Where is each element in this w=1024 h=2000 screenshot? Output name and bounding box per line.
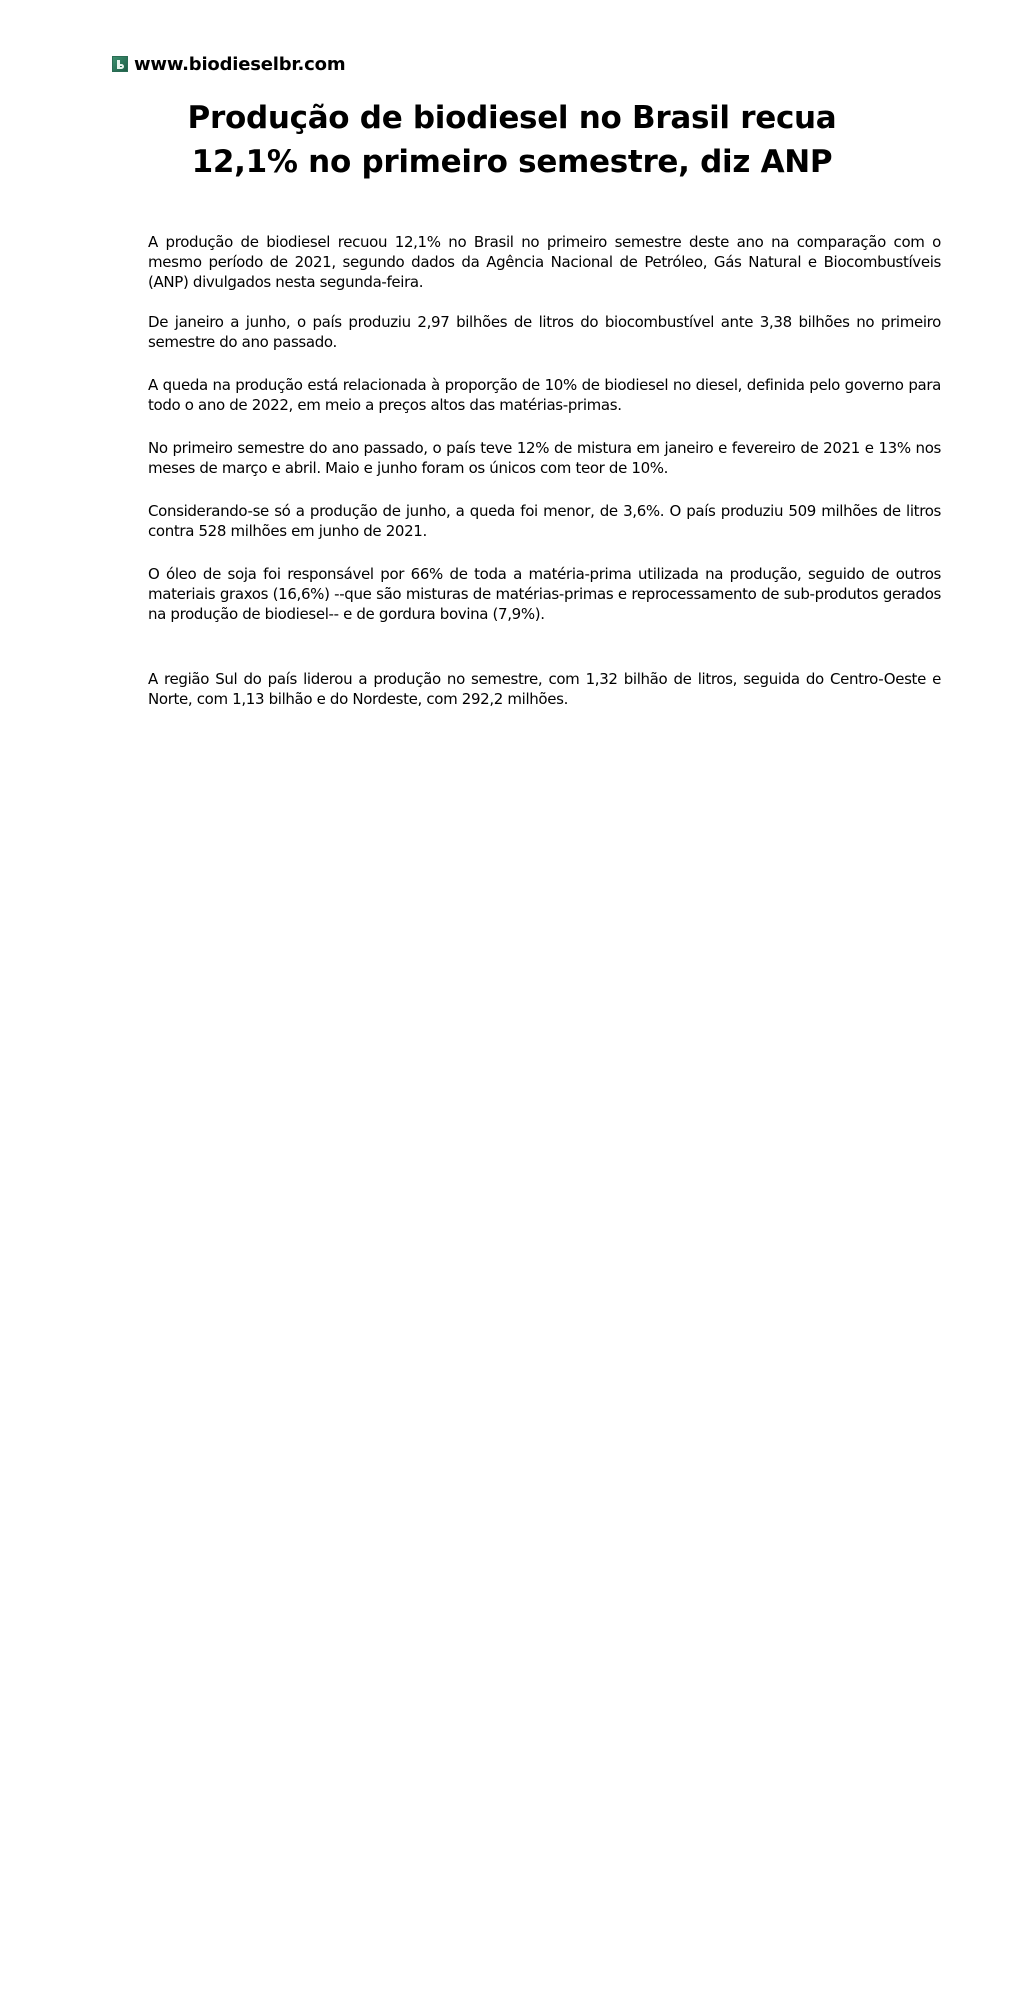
article-title: Produção de biodiesel no Brasil recua 12,1% no primeiro semestre, diz ANP: [187, 100, 837, 180]
article-paragraph: A queda na produção está relacionada à proporção de 10% de biodiesel no diesel, definida pelo governo para todo o ano de 2022, em meio a preços altos das matérias-primas.: [148, 376, 941, 414]
article-body: [148, 232, 941, 708]
article-paragraph: Considerando-se só a produção de junho, a queda foi menor, de 3,6%. O país produziu 509 milhões de litros contra 528 milhões em junho de 2021.: [148, 502, 941, 540]
biodieselbr-logo-icon: [112, 56, 128, 72]
site-header: [112, 52, 345, 76]
article-paragraph: A região Sul do país liderou a produção no semestre, com 1,32 bilhão de litros, seguida do Centro-Oeste e Norte, com 1,13 bilhão e do Nordeste, com 292,2 milhões.: [148, 670, 941, 708]
article-paragraph: O óleo de soja foi responsável por 66% de toda a matéria-prima utilizada na produção, seguido de outros materiais graxos (16,6%) --que são misturas de matérias-primas e reprocessamento de sub-produtos gerados na produção de biodiesel-- e de gordura bovina (7,9%).: [148, 565, 941, 623]
article-paragraph: No primeiro semestre do ano passado, o país teve 12% de mistura em janeiro e fevereiro de 2021 e 13% nos meses de março e abril. Maio e junho foram os únicos com teor de 10%.: [148, 439, 941, 477]
site-url[interactable]: www.biodieselbr.com: [134, 53, 346, 75]
article-paragraph: De janeiro a junho, o país produziu 2,97 bilhões de litros do biocombustível ante 3,38 bilhões no primeiro semestre do ano passado.: [148, 313, 941, 351]
article-paragraph: A produção de biodiesel recuou 12,1% no Brasil no primeiro semestre deste ano na comparação com o mesmo período de 2021, segundo dados da Agência Nacional de Petróleo, Gás Natural e Biocombustíveis (ANP) divulgados nesta segunda-feira.: [148, 233, 941, 291]
